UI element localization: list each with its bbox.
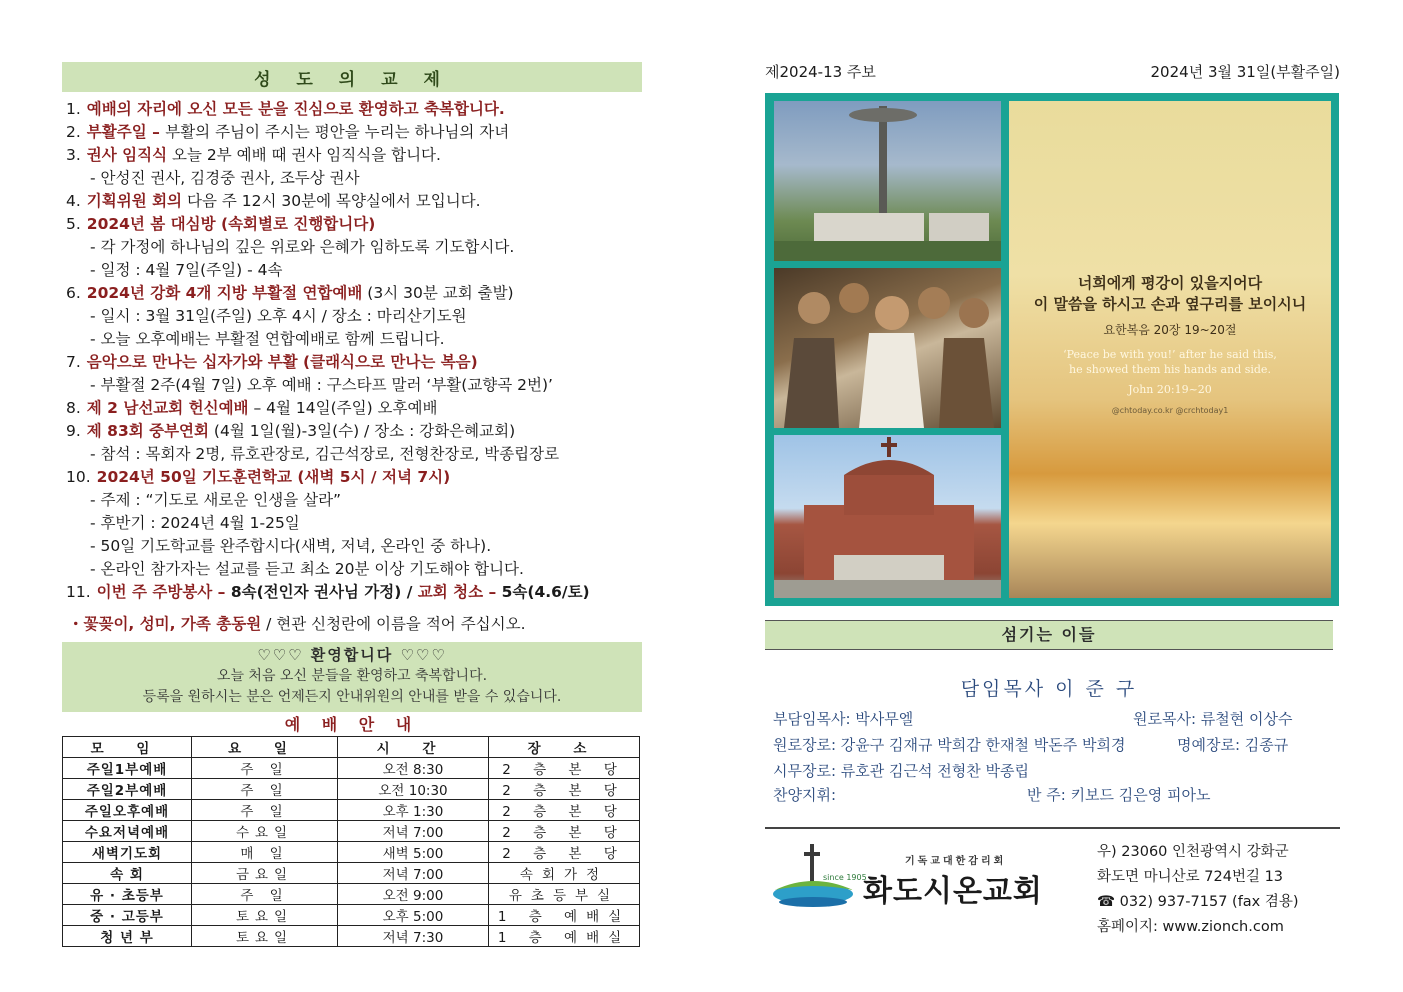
place-cell: 1 층 예배실 xyxy=(489,926,640,947)
emeritus-pastors: 원로목사: 류철현 이상수 xyxy=(1133,710,1293,728)
notice-item xyxy=(66,121,638,144)
day-cell: 주 일 xyxy=(192,884,338,905)
header-time: 시 간 xyxy=(338,737,489,758)
table-row xyxy=(63,779,640,800)
time-cell: 오후 5:00 xyxy=(338,905,489,926)
church-name: 화도시온교회 xyxy=(863,874,1043,909)
notice-text: (3시 30분 교회 출발) xyxy=(362,284,514,302)
notice-item xyxy=(66,466,638,489)
table-row xyxy=(63,905,640,926)
notice-text: 음악으로 만나는 십자가와 부활 (클래식으로 만나는 복음) xyxy=(86,353,478,371)
emeritus-elders: 원로장로: 강윤구 김재규 박희감 한재철 박돈주 박희경 xyxy=(773,736,1126,754)
time-cell: 저녁 7:30 xyxy=(338,926,489,947)
group-cell: 주일2부예배 xyxy=(63,779,192,800)
bulletin-header xyxy=(765,62,1340,86)
verse-korean-line-1: 너희에게 평강이 있을지어다 xyxy=(1077,274,1263,292)
day-cell: 금요일 xyxy=(192,863,338,884)
table-row xyxy=(63,758,640,779)
notice-subitem: - 후반기 : 2024년 4월 1-25일 xyxy=(90,514,300,532)
honorary-elder: 명예장로: 김종규 xyxy=(1177,736,1289,754)
table-row xyxy=(63,800,640,821)
header-day: 요 일 xyxy=(192,737,338,758)
senior-pastor: 담임목사 이 준 구 xyxy=(960,678,1138,700)
address-line-2: 화도면 마니산로 724번길 13 xyxy=(1097,869,1284,885)
place-cell: 2 층 본 당 xyxy=(489,821,640,842)
verse-ref-korean: 요한복음 20장 19~20절 xyxy=(1103,323,1237,337)
accompanist: 반 주: 키보드 김은영 피아노 xyxy=(1027,786,1211,804)
place-cell: 2 층 본 당 xyxy=(489,800,640,821)
left-page xyxy=(62,62,642,947)
group-cell: 새벽기도회 xyxy=(63,842,192,863)
group-cell: 수요저녁예배 xyxy=(63,821,192,842)
notice-item xyxy=(66,397,638,420)
table-row xyxy=(63,863,640,884)
verse-english xyxy=(1009,347,1331,377)
notice-text: 5속(4.6/토) xyxy=(501,583,590,601)
time-cell: 저녁 7:00 xyxy=(338,821,489,842)
flower-note-text: ・꽃꽂이, 성미, 가족 총동원 xyxy=(68,615,262,633)
time-cell: 저녁 7:00 xyxy=(338,863,489,884)
place-cell: 1 층 예배실 xyxy=(489,905,640,926)
notice-text: (4월 1일(월)-3일(수) / 장소 : 강화은혜교회) xyxy=(209,422,516,440)
active-elders: 시무장로: 류호관 김근석 전형찬 박종립 xyxy=(773,762,1029,780)
notice-item xyxy=(66,581,638,604)
cover-collage xyxy=(765,93,1339,606)
notice-text: 2024년 봄 대심방 (속회별로 진행합니다) xyxy=(86,215,376,233)
phone: ☎ 032) 937-7157 (fax 겸용) xyxy=(1097,894,1299,910)
group-cell: 속 회 xyxy=(63,863,192,884)
verse-credit: @chtoday.co.kr @crchtoday1 xyxy=(1111,406,1229,415)
notice-text: 오늘 2부 예배 때 권사 임직식을 합니다. xyxy=(167,146,441,164)
notice-text: 이번 주 주방봉사 – xyxy=(96,583,231,601)
notice-number: 6. xyxy=(66,284,81,302)
easter-verse-card xyxy=(1009,101,1331,598)
divider xyxy=(765,827,1340,829)
group-cell: 중 · 고등부 xyxy=(63,905,192,926)
place-cell: 2 층 본 당 xyxy=(489,842,640,863)
group-cell: 청 년 부 xyxy=(63,926,192,947)
notice-subitem: - 오늘 오후예배는 부활절 연합예배로 함께 드립니다. xyxy=(90,330,445,348)
worship-body xyxy=(63,758,640,947)
worship-header-row xyxy=(63,737,640,758)
time-cell: 오전 8:30 xyxy=(338,758,489,779)
issue-number: 제2024-13 주보 xyxy=(765,63,876,81)
notice-number: 8. xyxy=(66,399,81,417)
church-contact xyxy=(1097,840,1299,940)
church-emblem-icon xyxy=(771,842,867,912)
verse-ref-english: John 20:19~20 xyxy=(1128,383,1212,396)
notice-item xyxy=(66,98,638,121)
notice-text: 부활주일 – xyxy=(86,123,166,141)
notice-text: 8속(전인자 권사님 가정) / xyxy=(230,583,418,601)
verse-english-line-2: he showed them his hands and side. xyxy=(1069,363,1271,376)
servers-title: 섬기는 이들 xyxy=(765,620,1333,650)
notice-text: 2024년 50일 기도훈련학교 (새벽 5시 / 저녁 7시) xyxy=(96,468,451,486)
monument-photo xyxy=(774,101,1001,261)
denomination-name: 기독교대한감리회 xyxy=(905,856,1007,867)
notice-item xyxy=(66,420,638,443)
place-cell: 속회가정 xyxy=(489,863,640,884)
choir-director: 찬양지휘: xyxy=(773,786,837,804)
flower-note-text: / 현관 신청란에 이름을 적어 주십시오. xyxy=(261,615,526,633)
notice-number: 10. xyxy=(66,468,91,486)
header-group: 모 임 xyxy=(63,737,192,758)
notice-subitem: - 안성진 권사, 김경중 권사, 조두상 권사 xyxy=(90,169,360,187)
notice-text: 기획위원 회의 xyxy=(86,192,183,210)
notices-list xyxy=(62,92,642,604)
notice-text: 권사 임직식 xyxy=(86,146,168,164)
notice-number: 3. xyxy=(66,146,81,164)
notice-number: 4. xyxy=(66,192,81,210)
notice-item xyxy=(66,213,638,236)
time-cell: 오전 10:30 xyxy=(338,779,489,800)
notice-subitem: - 일정 : 4월 7일(주일) - 4속 xyxy=(90,261,283,279)
notice-number: 2. xyxy=(66,123,81,141)
jesus-painting xyxy=(774,268,1001,428)
table-row xyxy=(63,821,640,842)
notice-text: 부활의 주님이 주시는 평안을 누리는 하나님의 자녀 xyxy=(165,123,510,141)
notice-subitem: - 일시 : 3월 31일(주일) 오후 4시 / 장소 : 마리산기도원 xyxy=(90,307,467,325)
welcome-title: ♡♡♡ 환영합니다 ♡♡♡ xyxy=(257,646,447,664)
notice-subitem: - 주제 : “기도로 새로운 인생을 살라” xyxy=(90,491,342,509)
day-cell: 주 일 xyxy=(192,779,338,800)
day-cell: 매 일 xyxy=(192,842,338,863)
day-cell: 수요일 xyxy=(192,821,338,842)
notice-item xyxy=(66,190,638,213)
notice-subitem: - 50일 기도학교를 완주합시다(새벽, 저녁, 온라인 중 하나). xyxy=(90,537,492,555)
right-page xyxy=(765,62,1340,935)
time-cell: 오전 9:00 xyxy=(338,884,489,905)
associate-pastor: 부담임목사: 박사무엘 xyxy=(773,710,914,728)
church-logo xyxy=(771,842,1081,912)
notice-text: – 4월 14일(주일) 오후예배 xyxy=(248,399,438,417)
notice-text: 예배의 자리에 오신 모든 분을 진심으로 환영하고 축복합니다. xyxy=(86,100,505,118)
notice-subitem: - 부활절 2주(4월 7일) 오후 예배 : 구스타프 말러 ‘부활(교향곡 2번)’ xyxy=(90,376,553,394)
day-cell: 토요일 xyxy=(192,926,338,947)
notice-text: 제 2 남선교회 헌신예배 xyxy=(86,399,249,417)
verse-english-line-1: ‘Peace be with you!’ after he said this, xyxy=(1063,348,1277,361)
group-cell: 유 · 초등부 xyxy=(63,884,192,905)
verse-korean-line-2: 이 말씀을 하시고 손과 옆구리를 보이시니 xyxy=(1033,295,1307,313)
time-cell: 오후 1:30 xyxy=(338,800,489,821)
notice-item xyxy=(66,351,638,374)
worship-title: 예 배 안 내 xyxy=(284,715,420,734)
time-cell: 새벽 5:00 xyxy=(338,842,489,863)
place-cell: 2 층 본 당 xyxy=(489,758,640,779)
address-line-1: 우) 23060 인천광역시 강화군 xyxy=(1097,844,1289,860)
bulletin-date: 2024년 3월 31일(부활주일) xyxy=(1150,63,1340,81)
notice-text: 제 83회 중부연회 xyxy=(86,422,209,440)
group-cell: 주일1부예배 xyxy=(63,758,192,779)
notice-number: 5. xyxy=(66,215,81,233)
day-cell: 토요일 xyxy=(192,905,338,926)
table-row xyxy=(63,884,640,905)
welcome-box xyxy=(62,642,642,712)
notice-number: 1. xyxy=(66,100,81,118)
notice-subitem: - 온라인 참가자는 설교를 듣고 최소 20분 이상 기도해야 합니다. xyxy=(90,560,524,578)
svg-text:since 1905: since 1905 xyxy=(823,873,867,882)
homepage: 홈페이지: www.zionch.com xyxy=(1097,919,1284,935)
header-place: 장 소 xyxy=(489,737,640,758)
table-row xyxy=(63,926,640,947)
notice-number: 11. xyxy=(66,583,91,601)
day-cell: 주 일 xyxy=(192,758,338,779)
place-cell: 유초등부실 xyxy=(489,884,640,905)
welcome-line-1: 오늘 처음 오신 분들을 환영하고 축복합니다. xyxy=(216,668,488,684)
group-cell: 주일오후예배 xyxy=(63,800,192,821)
notice-text: 2024년 강화 4개 지방 부활절 연합예배 xyxy=(86,284,363,302)
notice-text: 다음 주 12시 30분에 목양실에서 모입니다. xyxy=(182,192,481,210)
verse-korean xyxy=(1009,273,1331,315)
notice-item xyxy=(66,282,638,305)
notice-text: 교회 청소 – xyxy=(417,583,502,601)
notice-item xyxy=(66,144,638,167)
notice-subitem: - 각 가정에 하나님의 깊은 위로와 은혜가 임하도록 기도합시다. xyxy=(90,238,515,256)
worship-table xyxy=(62,736,640,947)
notice-subitem: - 참석 : 목회자 2명, 류호관장로, 김근석장로, 전형찬장로, 박종립장로 xyxy=(90,445,560,463)
table-row xyxy=(63,842,640,863)
church-building-photo xyxy=(774,435,1001,598)
fellowship-title: 성 도 의 교 제 xyxy=(62,62,642,92)
welcome-line-2: 등록을 원하시는 분은 언제든지 안내위원의 안내를 받을 수 있습니다. xyxy=(142,689,562,705)
notice-number: 7. xyxy=(66,353,81,371)
flower-note xyxy=(62,612,642,634)
place-cell: 2 층 본 당 xyxy=(489,779,640,800)
notice-number: 9. xyxy=(66,422,81,440)
day-cell: 주 일 xyxy=(192,800,338,821)
